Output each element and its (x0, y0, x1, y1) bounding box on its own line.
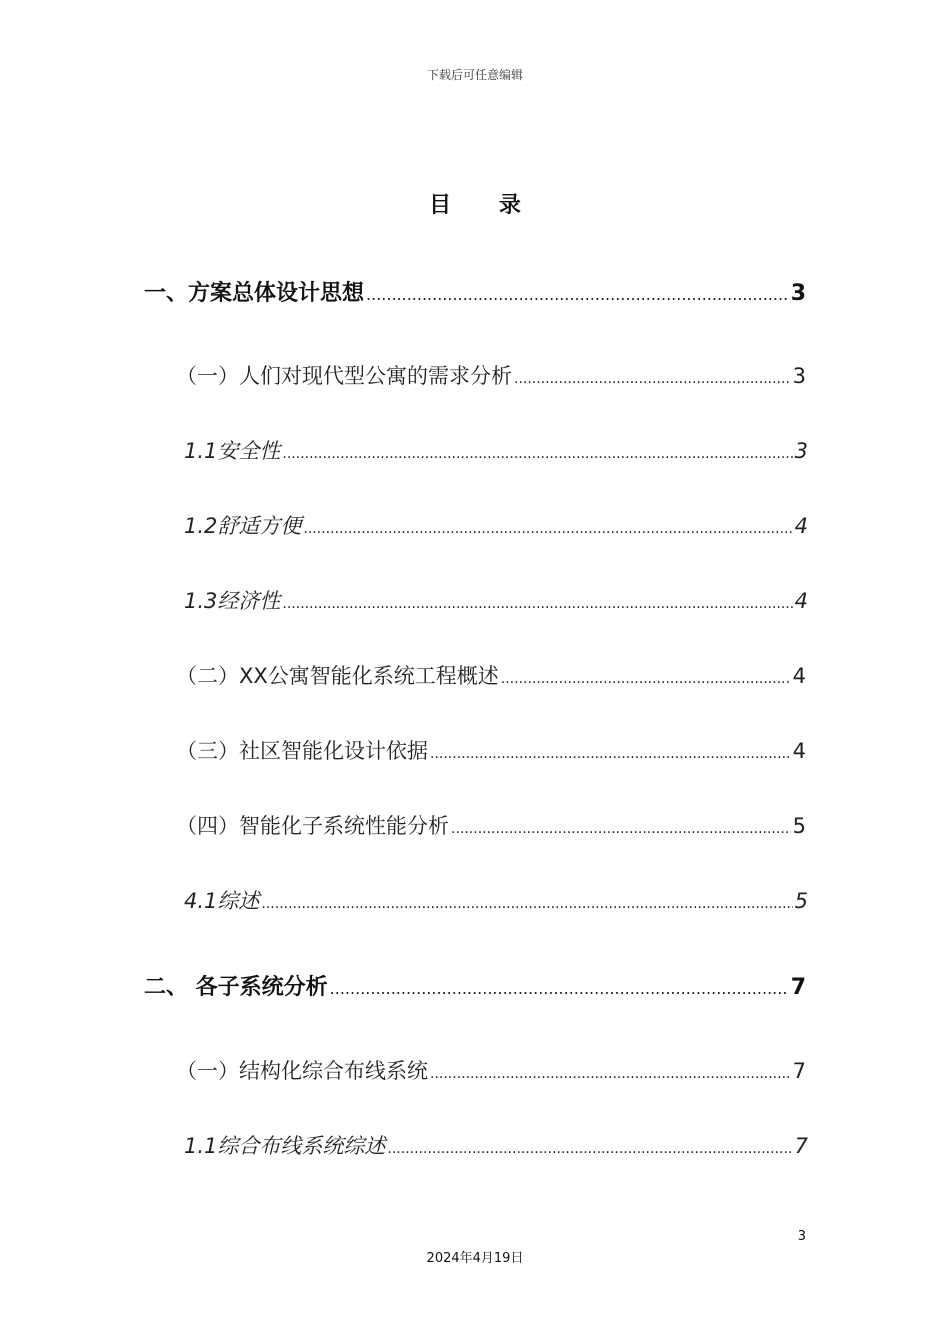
toc-entry-page: 3 (794, 439, 808, 463)
toc-leader-dots (514, 371, 791, 387)
toc-entry-page: 3 (790, 281, 806, 306)
toc-entry-page: 4 (794, 589, 808, 613)
toc-leader-dots (430, 1066, 791, 1082)
page-header: 下载后可任意编辑 (426, 68, 523, 82)
toc-leader-dots (387, 1141, 792, 1157)
toc-entry-label: 二、 各子系统分析 (144, 975, 328, 1000)
toc-leader-dots (282, 596, 792, 612)
toc-entry-page: 5 (794, 889, 808, 913)
toc-entry-label: 一、方案总体设计思想 (144, 281, 365, 306)
toc-leader-dots (451, 821, 791, 837)
page-title: 目 录 (429, 193, 541, 218)
toc-entry-label: （二）XX公寓智能化系统工程概述 (176, 664, 499, 688)
toc-entry[interactable] (176, 660, 806, 690)
toc-entry-label: （一）结构化综合布线系统 (176, 1059, 428, 1083)
toc-entry-label: 4.1综述 (184, 889, 260, 913)
toc-leader-dots (501, 671, 791, 687)
toc-entry[interactable] (184, 585, 808, 615)
toc-entry-page: 7 (794, 1134, 808, 1158)
toc-entry-label: 1.1综合布线系统综述 (184, 1134, 386, 1158)
toc-entry[interactable] (176, 1055, 806, 1085)
toc-entry[interactable] (144, 970, 806, 1001)
toc-entry-page: 5 (792, 814, 806, 838)
toc-leader-dots (261, 896, 792, 912)
toc-entry-label: （四）智能化子系统性能分析 (176, 814, 449, 838)
toc-leader-dots (430, 746, 791, 762)
page-footer-date: 2024年4月19日 (426, 1251, 524, 1266)
toc-leader-dots (366, 285, 789, 304)
toc-entry-label: （一）人们对现代型公寓的需求分析 (176, 364, 512, 388)
page-number: 3 (797, 1229, 806, 1244)
toc-entry-page: 7 (792, 1059, 806, 1083)
toc-entry[interactable] (176, 735, 806, 765)
toc-entry-label: 1.3经济性 (184, 589, 281, 613)
toc-entry-label: 1.1安全性 (184, 439, 281, 463)
toc-entry[interactable] (176, 360, 806, 390)
toc-leader-dots (303, 521, 792, 537)
toc-entry-page: 4 (794, 514, 808, 538)
toc-entry-label: 1.2舒适方便 (184, 514, 302, 538)
toc-entry[interactable] (184, 885, 808, 915)
toc-entry[interactable] (176, 810, 806, 840)
toc-entry-label: （三）社区智能化设计依据 (176, 739, 428, 763)
toc-entry-page: 4 (792, 664, 806, 688)
toc-entry[interactable] (184, 1130, 808, 1160)
toc-entry-page: 7 (790, 975, 806, 1000)
toc-entry[interactable] (144, 276, 806, 307)
toc-leader-dots (282, 446, 792, 462)
toc-entry-page: 4 (792, 739, 806, 763)
toc-entry-page: 3 (792, 364, 806, 388)
toc-entry[interactable] (184, 510, 808, 540)
toc-leader-dots (330, 979, 789, 998)
toc-entry[interactable] (184, 435, 808, 465)
